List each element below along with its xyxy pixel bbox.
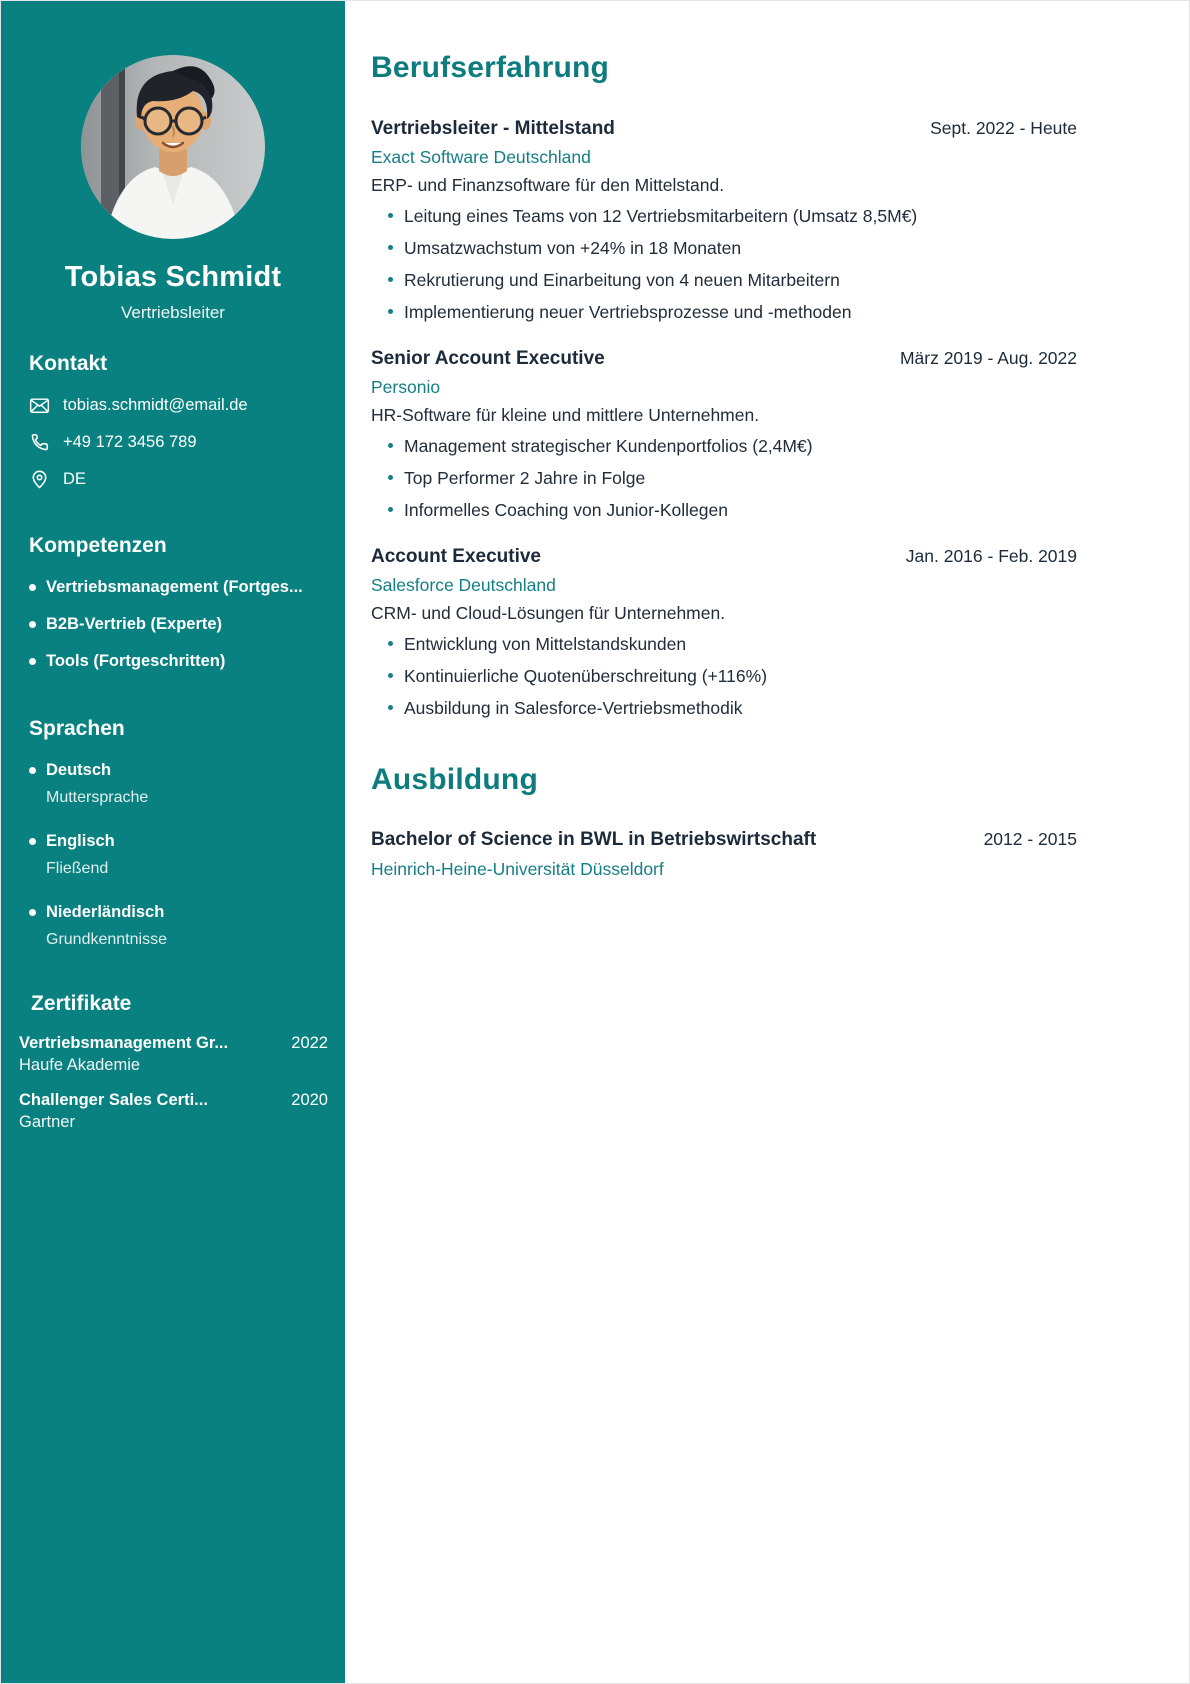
- job-entry: [371, 546, 1077, 719]
- certificate-year: 2020: [291, 1091, 328, 1109]
- education-school: Heinrich-Heine-Universität Düsseldorf: [371, 859, 664, 879]
- job-company: Personio: [371, 377, 441, 397]
- job-bullet: Entwicklung von Mittelstandskunden: [404, 634, 1077, 655]
- job-bullet: Kontinuierliche Quotenüberschreitung (+116%): [404, 666, 1077, 687]
- job-bullet: Top Performer 2 Jahre in Folge: [404, 468, 1077, 489]
- languages-heading: Sprachen: [29, 717, 125, 740]
- certificate-item: [19, 1091, 328, 1132]
- job-bullet: Implementierung neuer Vertriebsprozesse und -methoden: [404, 302, 1077, 323]
- education-heading: Ausbildung: [371, 763, 538, 796]
- job-company: Salesforce Deutschland: [371, 575, 556, 595]
- education-entry: [371, 829, 1077, 880]
- skill-item: Tools (Fortgeschritten): [29, 652, 317, 671]
- contact-item-phone: [29, 432, 317, 453]
- education-section: [371, 763, 1077, 880]
- language-item: [29, 761, 317, 807]
- contact-section: [1, 352, 345, 490]
- job-bullet: Informelles Coaching von Junior-Kollegen: [404, 500, 1077, 521]
- languages-section: [1, 717, 345, 949]
- contact-location-text: DE: [63, 470, 86, 488]
- job-bullet: Umsatzwachstum von +24% in 18 Monaten: [404, 238, 1077, 259]
- envelope-icon: [29, 395, 50, 416]
- job-dates: Sept. 2022 - Heute: [930, 118, 1077, 138]
- certificates-section: [1, 992, 345, 1132]
- skill-item: B2B-Vertrieb (Experte): [29, 615, 317, 634]
- location-pin-icon: [29, 469, 50, 490]
- person-job-title: Vertriebsleiter: [121, 303, 225, 322]
- experience-heading: Berufserfahrung: [371, 51, 610, 84]
- education-dates: 2012 - 2015: [983, 829, 1077, 849]
- skills-heading: Kompetenzen: [29, 534, 167, 557]
- certificate-issuer: Haufe Akademie: [19, 1056, 141, 1074]
- job-dates: März 2019 - Aug. 2022: [899, 348, 1077, 368]
- profile-photo: [81, 55, 265, 239]
- job-bullet: Ausbildung in Salesforce-Vertriebsmethodik: [404, 698, 1077, 719]
- certificate-name: Challenger Sales Certi...: [19, 1091, 208, 1109]
- language-name: Niederländisch: [29, 903, 317, 922]
- person-name: Tobias Schmidt: [64, 261, 282, 293]
- certificate-item: [19, 1034, 328, 1075]
- job-dates: Jan. 2016 - Feb. 2019: [905, 546, 1077, 566]
- education-degree: Bachelor of Science in BWL in Betriebswirtschaft: [371, 829, 817, 850]
- job-entry: [371, 348, 1077, 521]
- phone-icon: [29, 432, 50, 453]
- job-description: HR-Software für kleine und mittlere Unternehmen.: [371, 405, 760, 425]
- certificates-heading: Zertifikate: [31, 992, 132, 1015]
- job-title: Account Executive: [371, 546, 541, 567]
- job-bullet: Management strategischer Kundenportfolios (2,4M€): [404, 436, 1077, 457]
- job-company: Exact Software Deutschland: [371, 147, 591, 167]
- language-item: [29, 832, 317, 878]
- language-level: Muttersprache: [46, 789, 149, 806]
- language-item: [29, 903, 317, 949]
- main-content: [345, 1, 1189, 1683]
- profile-photo-illustration: [81, 55, 265, 239]
- job-entry: [371, 118, 1077, 323]
- skills-section: [1, 534, 345, 671]
- job-bullet: Leitung eines Teams von 12 Vertriebsmitarbeitern (Umsatz 8,5M€): [404, 206, 1077, 227]
- language-level: Fließend: [46, 860, 109, 877]
- language-name: Englisch: [29, 832, 317, 851]
- certificate-year: 2022: [291, 1034, 328, 1052]
- contact-email-text: tobias.schmidt@email.de: [63, 396, 248, 414]
- job-title: Senior Account Executive: [371, 348, 605, 369]
- sidebar: [1, 1, 345, 1683]
- contact-item-email: [29, 395, 317, 416]
- language-name: Deutsch: [29, 761, 317, 780]
- job-description: ERP- und Finanzsoftware für den Mittelstand.: [371, 175, 725, 195]
- job-title: Vertriebsleiter - Mittelstand: [371, 118, 615, 139]
- contact-item-location: [29, 469, 317, 490]
- job-bullet: Rekrutierung und Einarbeitung von 4 neuen Mitarbeitern: [404, 270, 1077, 291]
- certificate-issuer: Gartner: [19, 1113, 75, 1131]
- contact-heading: Kontakt: [29, 352, 108, 375]
- language-level: Grundkenntnisse: [46, 931, 167, 948]
- contact-phone-text: +49 172 3456 789: [63, 433, 197, 451]
- job-description: CRM- und Cloud-Lösungen für Unternehmen.: [371, 603, 726, 623]
- skill-item: Vertriebsmanagement (Fortges...: [29, 578, 317, 597]
- certificate-name: Vertriebsmanagement Gr...: [19, 1034, 229, 1052]
